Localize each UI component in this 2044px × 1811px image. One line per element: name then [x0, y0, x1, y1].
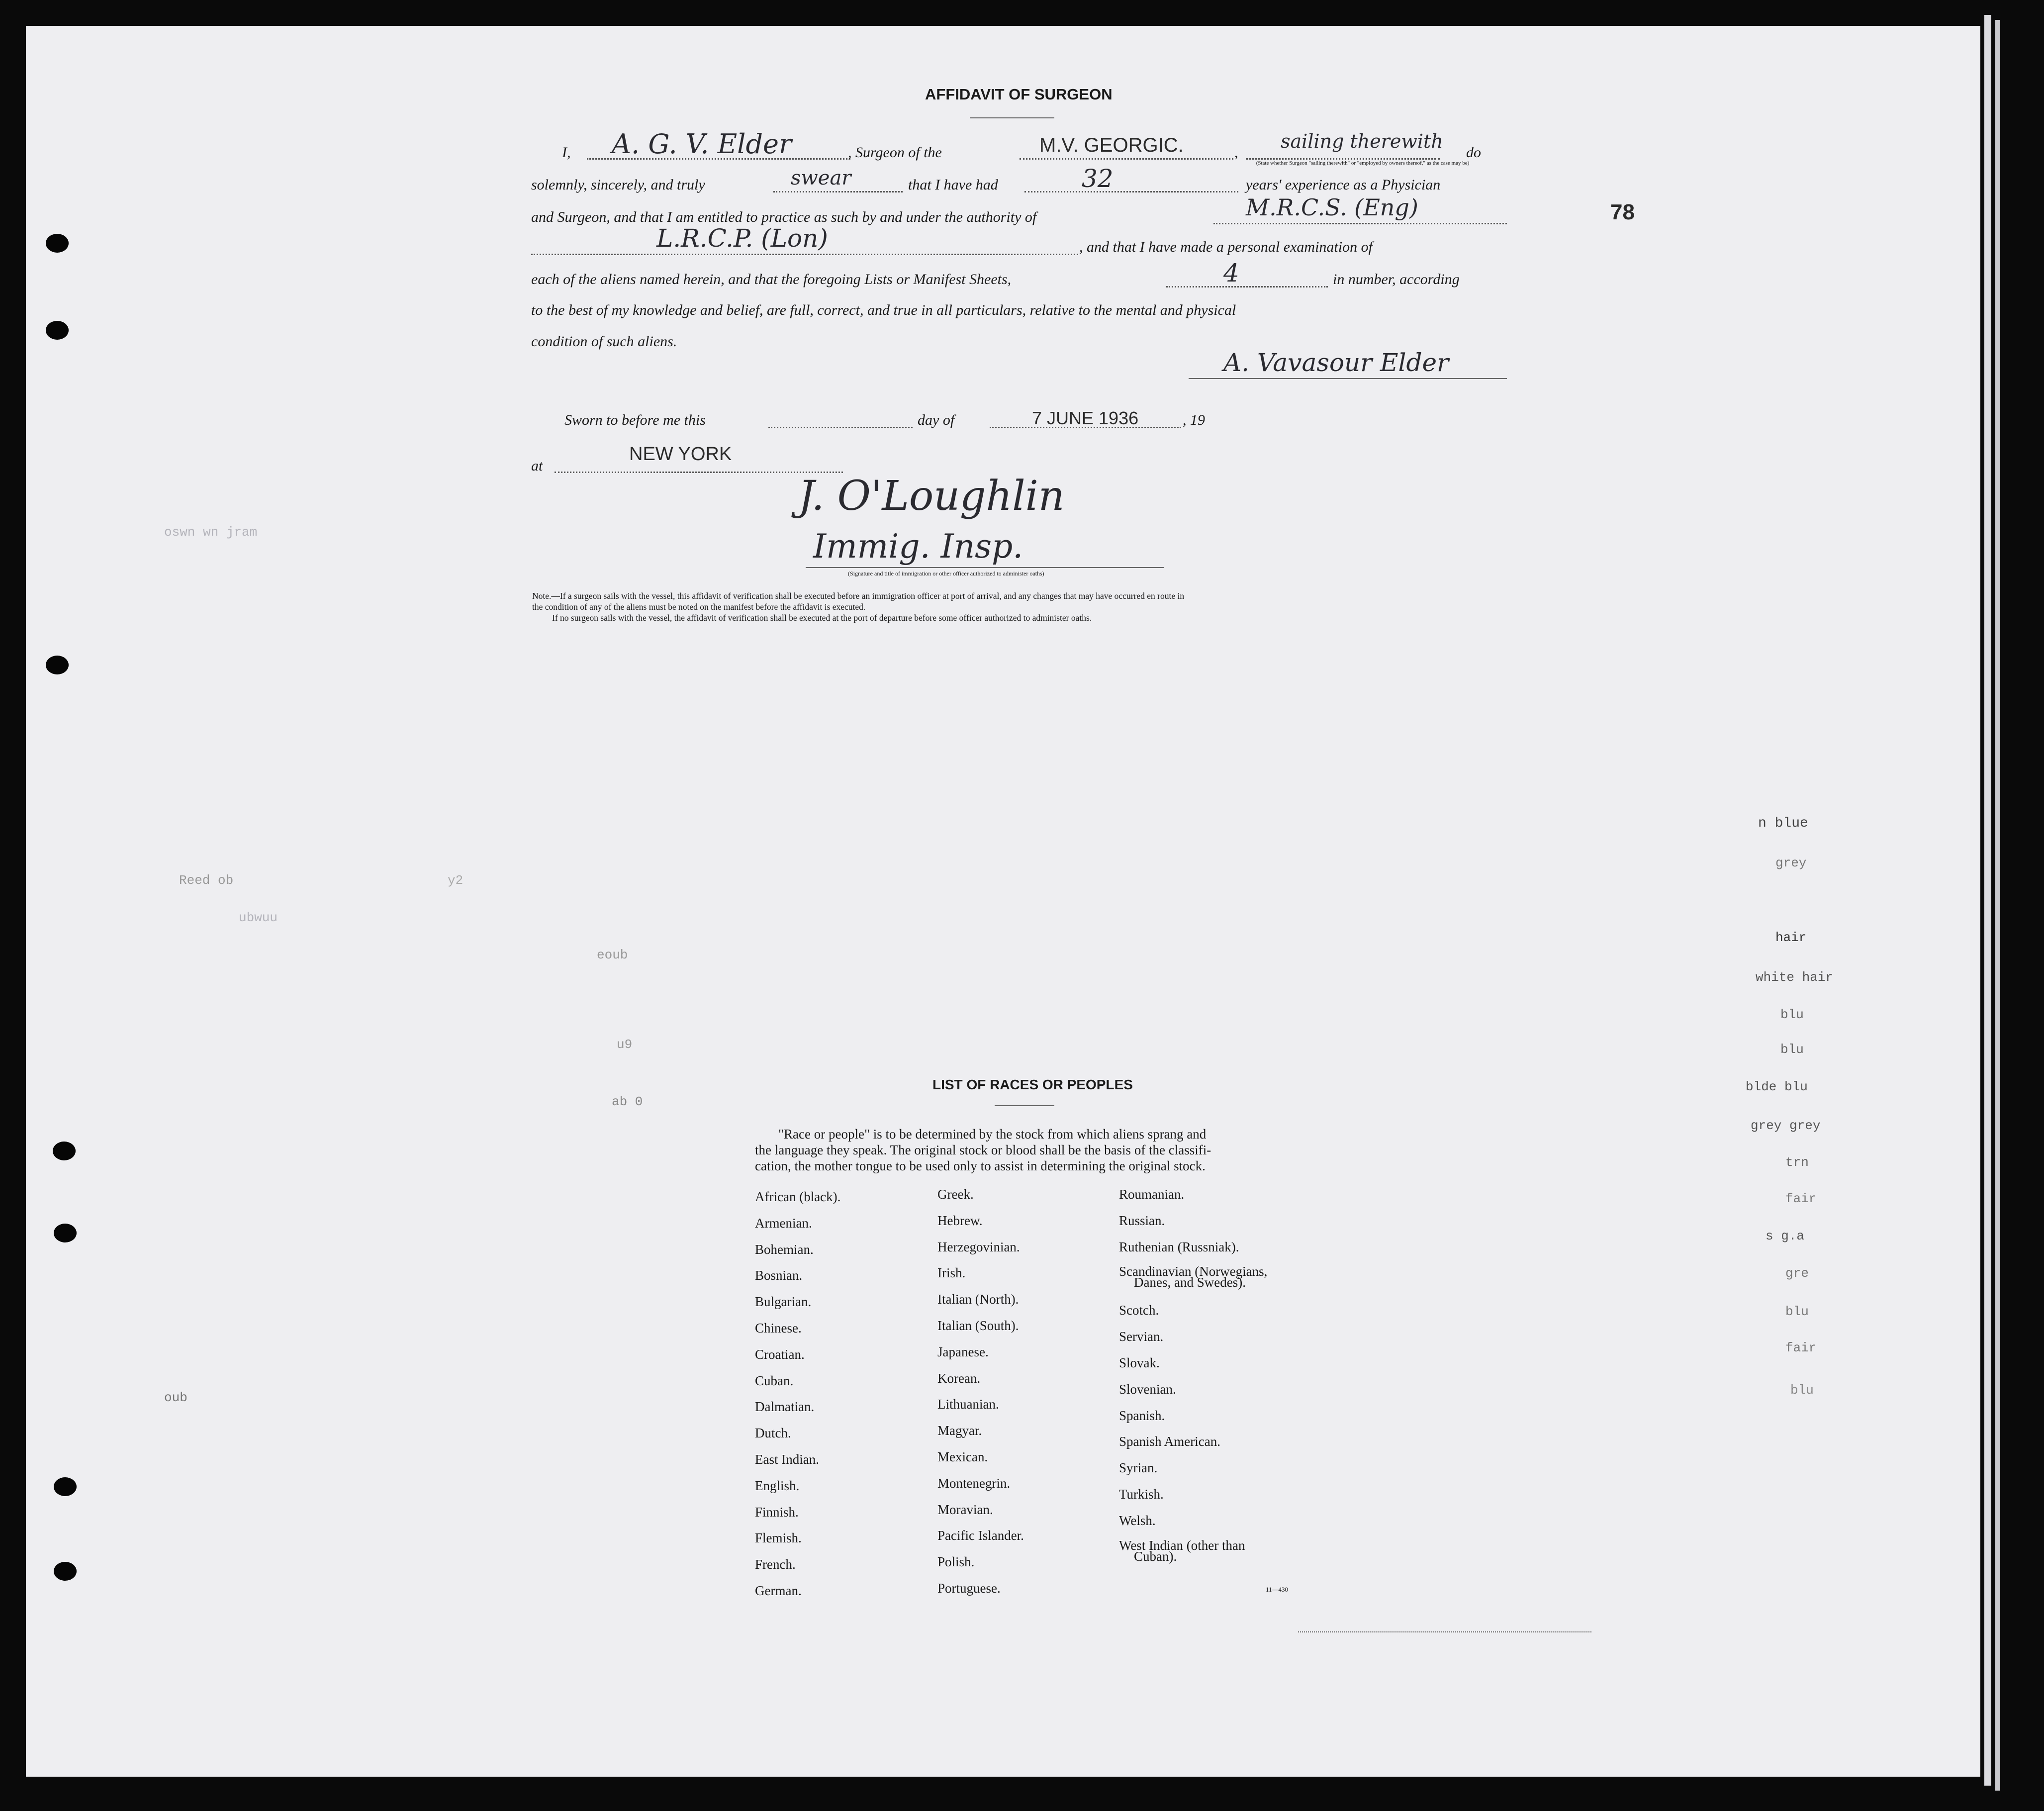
races-intro-3: cation, the mother tongue to be used only to assist in determining the original stock.: [755, 1158, 1206, 1173]
race-item: Scotch.: [1119, 1303, 1159, 1318]
bleed-text: oub: [164, 1390, 187, 1405]
race-item: Polish.: [937, 1554, 975, 1570]
bleed-text: ab 0: [612, 1094, 643, 1109]
line5-text-a: each of the aliens named herein, and that the foregoing Lists or Manifest Sheets,: [531, 271, 1012, 287]
race-item: German.: [755, 1583, 802, 1598]
races-column-1: [755, 1184, 840, 1604]
race-item: Mexican.: [937, 1449, 988, 1464]
race-item: Moravian.: [937, 1502, 993, 1517]
bleed-text: blu: [1785, 1304, 1809, 1319]
race-item: Lithuanian.: [937, 1397, 999, 1412]
line2-text-b: that I have had: [908, 177, 998, 193]
line2-text-a: solemnly, sincerely, and truly: [531, 177, 705, 193]
form-code: 11—430: [1266, 1586, 1289, 1593]
bleed-text: n blue: [1758, 816, 1808, 831]
race-item: Servian.: [1119, 1329, 1164, 1344]
sheets-value: 4: [1223, 259, 1239, 287]
line3-text: and Surgeon, and that I am entitled to practice as such by and under the authority of: [531, 209, 1037, 225]
bleed-text: fair: [1785, 1340, 1817, 1355]
races-intro-2: the language they speak. The original stock or blood shall be the basis of the classifi-: [755, 1143, 1211, 1157]
race-item: Bohemian.: [755, 1241, 814, 1257]
sailing-field: [1246, 158, 1440, 160]
race-item: Armenian.: [755, 1215, 812, 1231]
race-item: Slovenian.: [1119, 1381, 1176, 1397]
vessel-field: [1020, 158, 1233, 160]
official-caption: (Signature and title of immigration or other officer authorized to administer oaths): [848, 570, 1044, 577]
signature-line: [1189, 378, 1507, 379]
race-item: Turkish.: [1119, 1486, 1164, 1502]
race-item: Hebrew.: [937, 1213, 983, 1228]
race-item: Danes, and Swedes).: [1134, 1275, 1246, 1290]
at-label: at: [531, 458, 543, 474]
oath-type: swear: [791, 167, 851, 190]
race-item: Italian (North).: [937, 1292, 1019, 1307]
page-edge: [1984, 15, 1991, 1786]
bleed-text: grey grey: [1751, 1118, 1821, 1133]
race-item: Dalmatian.: [755, 1399, 815, 1415]
comma: ,: [1234, 144, 1238, 161]
race-item: Roumanian.: [1119, 1187, 1185, 1202]
race-item: Korean.: [937, 1370, 981, 1386]
note-line-1: Note.—If a surgeon sails with the vessel, this affidavit of verification shall be executed before an immigration officer at port of arrival, and any changes that may have occurred en route in: [532, 591, 1185, 601]
race-item: West Indian (other than: [1119, 1537, 1245, 1553]
years-field: [1024, 191, 1238, 192]
page-edge-shadow: [1995, 20, 2000, 1791]
race-item: Spanish American.: [1119, 1434, 1220, 1449]
vessel-name: M.V. GEORGIC.: [1039, 134, 1184, 156]
bleed-text: blu: [1780, 1042, 1804, 1057]
race-item: Pacific Islander.: [937, 1528, 1024, 1543]
oath-field: [773, 191, 903, 192]
bleed-text: s g.a: [1765, 1229, 1805, 1243]
races-title-rule: [995, 1105, 1054, 1106]
race-item: Cuban.: [755, 1373, 794, 1388]
races-intro-1: "Race or people" is to be determined by the stock from which aliens sprang and: [778, 1127, 1207, 1142]
binder-hole-icon: [54, 1477, 77, 1496]
race-item: Japanese.: [937, 1344, 989, 1359]
binder-hole-icon: [54, 1224, 77, 1242]
bleed-text: fair: [1785, 1191, 1817, 1206]
i-label: I,: [562, 144, 571, 161]
race-item: Italian (South).: [937, 1318, 1019, 1333]
bleed-text: y2: [448, 873, 464, 888]
race-item: Russian.: [1119, 1213, 1165, 1228]
official-signature-line: [806, 567, 1164, 568]
surgeon-name-field: [587, 158, 850, 160]
binder-hole-icon: [46, 656, 69, 674]
race-item: Irish.: [937, 1265, 966, 1281]
bleed-text: blde blu: [1746, 1079, 1808, 1094]
races-column-3: [1119, 1181, 1267, 1564]
sworn-place: NEW YORK: [629, 444, 732, 465]
title-rule: [970, 117, 1054, 118]
bleed-text: hair: [1775, 930, 1807, 945]
race-item: Finnish.: [755, 1504, 799, 1520]
sworn-date-field: [990, 427, 1181, 428]
bleed-text: blu: [1790, 1383, 1814, 1398]
race-item: Montenegrin.: [937, 1475, 1011, 1491]
date-stamp: 7 JUNE 1936: [1032, 408, 1139, 428]
race-item: Welsh.: [1119, 1513, 1156, 1528]
bleed-text: ubwuu: [239, 910, 278, 925]
official-title: Immig. Insp.: [813, 527, 1023, 566]
authority-2: L.R.C.P. (Lon): [656, 224, 828, 253]
line6-text: to the best of my knowledge and belief, are full, correct, and true in all particulars, relative to the mental and physical: [531, 302, 1236, 318]
sworn-day-field: [768, 427, 913, 428]
race-item: French.: [755, 1557, 796, 1572]
race-item: Scandinavian (Norwegians,: [1119, 1264, 1268, 1279]
race-item: Croatian.: [755, 1346, 805, 1362]
race-item: Portuguese.: [937, 1580, 1001, 1596]
bleed-text: blu: [1780, 1007, 1804, 1022]
bleed-text: u9: [617, 1037, 633, 1052]
race-item: East Indian.: [755, 1451, 819, 1467]
bleed-text: Reed ob: [179, 873, 234, 888]
official-signature: J. O'Loughlin: [798, 473, 1065, 520]
races-column-2: [937, 1181, 1024, 1602]
race-item: Dutch.: [755, 1426, 791, 1441]
authority-field-1: [1213, 223, 1507, 224]
race-item: Greek.: [937, 1187, 974, 1202]
race-item: Slovak.: [1119, 1355, 1160, 1370]
bleed-text: gre: [1785, 1266, 1809, 1281]
page-number: 78: [1610, 200, 1635, 224]
race-item: Flemish.: [755, 1530, 802, 1546]
line5-text-b: in number, according: [1333, 271, 1460, 287]
race-item: Ruthenian (Russniak).: [1119, 1239, 1239, 1254]
race-item: Spanish.: [1119, 1408, 1165, 1423]
authority-field-2: [531, 254, 1078, 255]
bleed-text: white hair: [1756, 970, 1834, 985]
bleed-text: trn: [1785, 1155, 1809, 1170]
sworn-label: Sworn to before me this: [564, 412, 706, 428]
race-item: African (black).: [755, 1189, 841, 1204]
race-item: Herzegovinian.: [937, 1239, 1020, 1254]
surgeon-signature: A. Vavasour Elder: [1223, 348, 1449, 377]
binder-hole-icon: [46, 321, 69, 340]
sailing-status: sailing therewith: [1281, 130, 1443, 152]
note-line-3: If no surgeon sails with the vessel, the affidavit of verification shall be executed at the port of departure before some officer authorized to administer oaths.: [552, 613, 1092, 623]
race-item: Bulgarian.: [755, 1294, 812, 1310]
race-item: Syrian.: [1119, 1460, 1158, 1476]
year-suffix: , 19: [1183, 412, 1205, 428]
state-note: (State whether Surgeon "sailing therewith" or "employed by owners thereof," as the case may be): [1256, 160, 1470, 166]
surgeon-name: A. G. V. Elder: [612, 128, 792, 160]
affidavit-title: AFFIDAVIT OF SURGEON: [925, 86, 1113, 103]
do-label: do: [1466, 144, 1481, 161]
years-value: 32: [1082, 164, 1114, 193]
day-of-label: day of: [918, 412, 955, 428]
binder-hole-icon: [53, 1142, 76, 1160]
bleed-text: eoub: [597, 948, 628, 962]
races-title: LIST OF RACES OR PEOPLES: [932, 1077, 1133, 1092]
race-item: Chinese.: [755, 1320, 802, 1335]
footer-dotted-line: [1298, 1631, 1591, 1632]
race-item: English.: [755, 1478, 800, 1493]
binder-hole-icon: [54, 1562, 77, 1581]
bleed-text: oswn wn jram: [164, 525, 258, 540]
sheets-field: [1166, 286, 1328, 287]
binder-hole-icon: [46, 234, 69, 253]
authority-1: M.R.C.S. (Eng): [1246, 194, 1418, 221]
surgeon-of-label: , Surgeon of the: [848, 144, 942, 161]
race-item: Magyar.: [937, 1423, 982, 1438]
bleed-text: grey: [1775, 856, 1807, 870]
race-item: Cuban).: [1134, 1548, 1177, 1564]
line4-text: , and that I have made a personal examination of: [1079, 239, 1373, 255]
note-line-2: the condition of any of the aliens must be noted on the manifest before the affidavit is executed.: [532, 602, 866, 612]
race-item: Bosnian.: [755, 1268, 803, 1283]
line2-text-c: years' experience as a Physician: [1246, 177, 1441, 193]
line7-text: condition of such aliens.: [531, 333, 677, 350]
